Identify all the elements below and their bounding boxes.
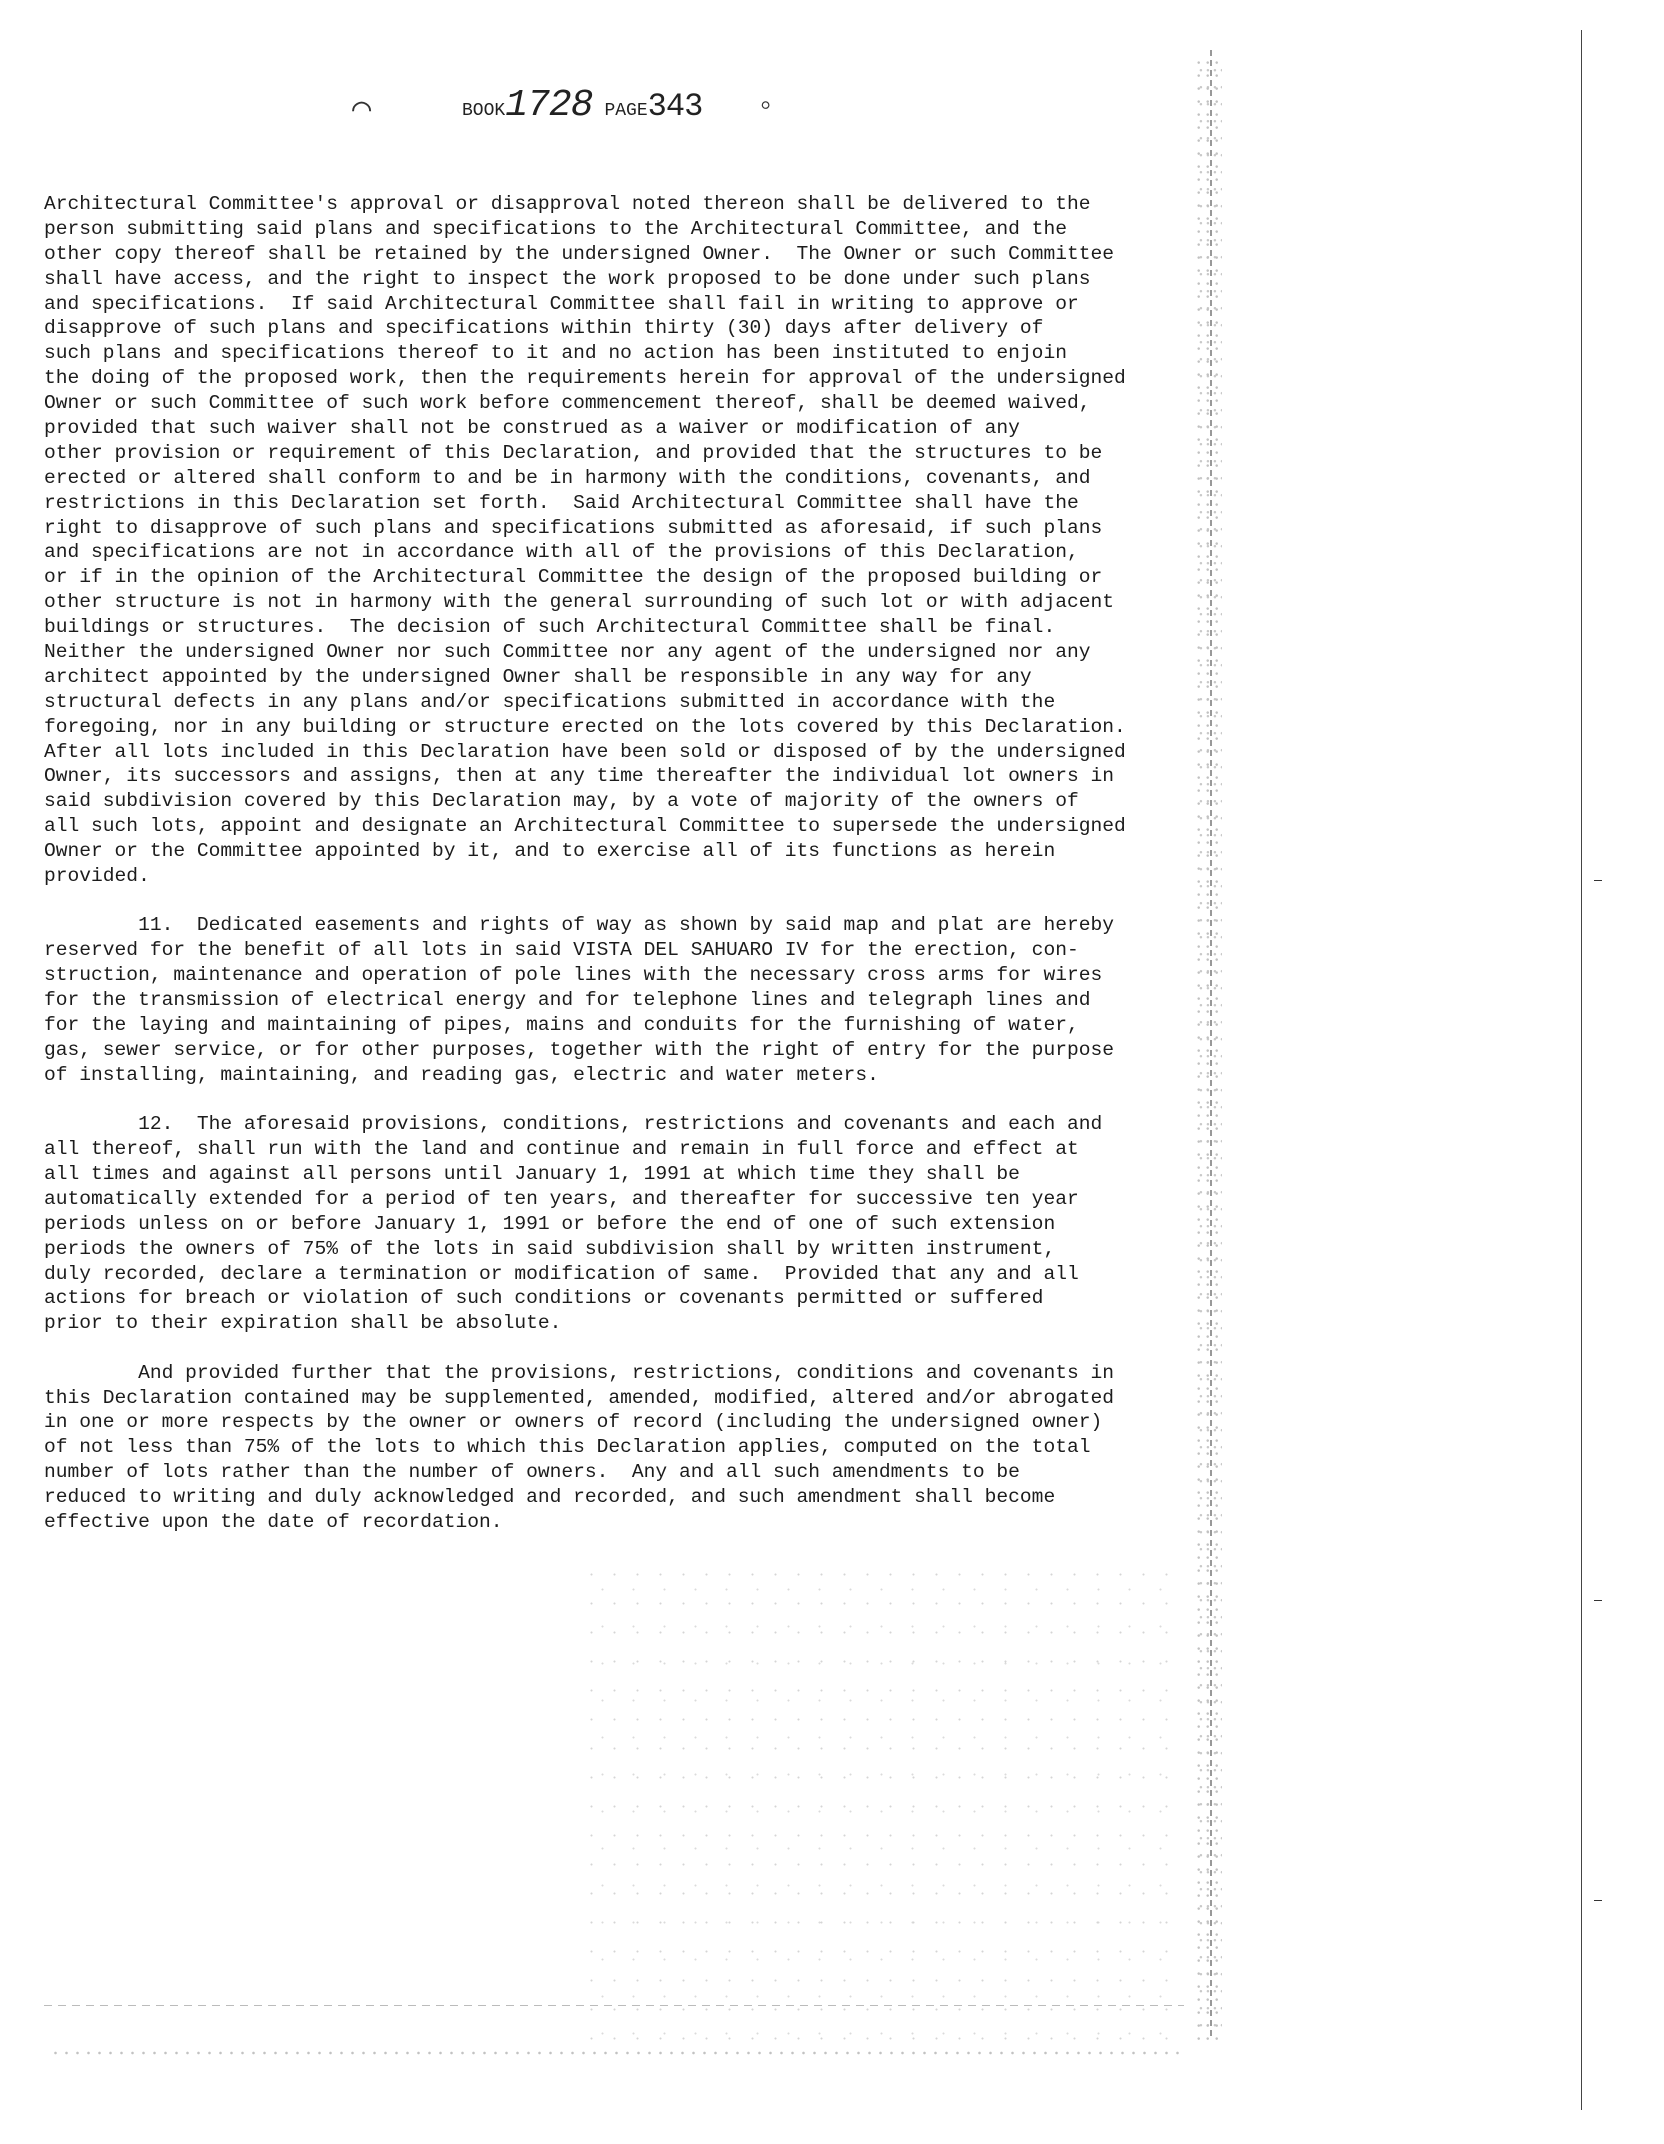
text-line: this Declaration contained may be supplemented, amended, modified, altered and/or abrogated (44, 1386, 1114, 1409)
bottom-scan-specks (50, 2048, 1180, 2058)
text-line: provided. (44, 865, 150, 888)
page-label: PAGE (604, 101, 648, 121)
text-line: 11. Dedicated easements and rights of way as shown by said map and plat are hereby (44, 914, 1114, 937)
text-line: effective upon the date of recordation. (44, 1511, 503, 1534)
right-bracket-mark: ◦ (756, 88, 776, 125)
text-line: periods unless on or before January 1, 1991 or before the end of one of such extension (44, 1212, 1056, 1235)
text-line: erected or altered shall conform to and be in harmony with the conditions, covenants, and (44, 466, 1091, 489)
text-line: the doing of the proposed work, then the requirements herein for approval of the undersigned (44, 367, 1126, 390)
text-line: periods the owners of 75% of the lots in said subdivision shall by written instrument, (44, 1237, 1056, 1260)
text-line: of not less than 75% of the lots to which this Declaration applies, computed on the total (44, 1436, 1091, 1459)
text-line: restrictions in this Declaration set forth. Said Architectural Committee shall have the (44, 491, 1079, 514)
text-line: automatically extended for a period of ten years, and thereafter for successive ten year (44, 1187, 1079, 1210)
text-line: Owner or the Committee appointed by it, and to exercise all of its functions as herein (44, 840, 1056, 863)
text-line: and specifications. If said Architectural Committee shall fail in writing to approve or (44, 292, 1079, 315)
text-line: And provided further that the provisions, restrictions, conditions and covenants in (44, 1361, 1114, 1384)
text-line: 12. The aforesaid provisions, conditions, restrictions and covenants and each and (44, 1113, 1103, 1136)
paragraph-amendments (44, 1361, 1182, 1535)
paragraph-architectural-committee (44, 192, 1182, 889)
margin-tick (1594, 1900, 1602, 1901)
text-line: all times and against all persons until January 1, 1991 at which time they shall be (44, 1162, 1020, 1185)
text-line: structural defects in any plans and/or specifications submitted in accordance with the (44, 690, 1056, 713)
paragraph-12-duration (44, 1112, 1182, 1336)
text-line: After all lots included in this Declaration have been sold or disposed of by the undersigned (44, 740, 1126, 763)
text-line: Architectural Committee's approval or disapproval noted thereon shall be delivered to the (44, 193, 1091, 215)
margin-tick (1594, 1600, 1602, 1601)
book-page-stamp (462, 84, 702, 127)
page-number: 343 (647, 88, 703, 125)
text-line: struction, maintenance and operation of pole lines with the necessary cross arms for wires (44, 964, 1103, 987)
margin-tick (1594, 880, 1602, 881)
text-line: foregoing, nor in any building or structure erected on the lots covered by this Declaration. (44, 715, 1126, 738)
binding-edge-line (1210, 50, 1212, 2040)
scan-speckle-field (580, 1560, 1180, 2040)
text-line: person submitting said plans and specifications to the Architectural Committee, and the (44, 217, 1067, 240)
text-line: right to disapprove of such plans and specifications submitted as aforesaid, if such plans (44, 516, 1103, 539)
text-line: in one or more respects by the owner or owners of record (including the undersigned owner) (44, 1411, 1103, 1434)
text-line: all such lots, appoint and designate an Architectural Committee to supersede the undersigned (44, 815, 1126, 838)
text-line: of installing, maintaining, and reading gas, electric and water meters. (44, 1063, 879, 1086)
paragraph-11-easements (44, 913, 1182, 1087)
text-line: such plans and specifications thereof to it and no action has been instituted to enjoin (44, 342, 1067, 365)
margin-scan-noise (1196, 60, 1222, 2040)
text-line: disapprove of such plans and specifications within thirty (30) days after delivery of (44, 317, 1044, 340)
text-line: or if in the opinion of the Architectural Committee the design of the proposed building or (44, 566, 1103, 589)
text-line: number of lots rather than the number of owners. Any and all such amendments to be (44, 1461, 1020, 1484)
text-line: shall have access, and the right to inspect the work proposed to be done under such plans (44, 267, 1091, 290)
text-line: and specifications are not in accordance with all of the provisions of this Declaration, (44, 541, 1079, 564)
book-label: BOOK (462, 101, 506, 121)
book-number: 1728 (505, 84, 593, 127)
text-line: Neither the undersigned Owner nor such Committee nor any agent of the undersigned nor any (44, 641, 1091, 664)
text-line: for the laying and maintaining of pipes, mains and conduits for the furnishing of water, (44, 1014, 1079, 1036)
text-line: for the transmission of electrical energy and for telephone lines and telegraph lines and (44, 989, 1091, 1012)
text-line: other copy thereof shall be retained by the undersigned Owner. The Owner or such Committee (44, 242, 1114, 265)
text-line: other structure is not in harmony with the general surrounding of such lot or with adjacent (44, 591, 1114, 614)
text-line: buildings or structures. The decision of such Architectural Committee shall be final. (44, 616, 1056, 639)
text-line: other provision or requirement of this Declaration, and provided that the structures to be (44, 441, 1103, 464)
text-line: Owner, its successors and assigns, then at any time thereafter the individual lot owners in (44, 765, 1114, 788)
text-line: duly recorded, declare a termination or modification of same. Provided that any and all (44, 1262, 1079, 1285)
text-line: gas, sewer service, or for other purposes, together with the right of entry for the purpose (44, 1038, 1114, 1061)
text-line: all thereof, shall run with the land and continue and remain in full force and effect at (44, 1138, 1079, 1161)
text-line: reduced to writing and duly acknowledged and recorded, and such amendment shall become (44, 1486, 1056, 1509)
text-line: provided that such waiver shall not be construed as a waiver or modification of any (44, 417, 1020, 440)
text-line: architect appointed by the undersigned Owner shall be responsible in any way for any (44, 665, 1032, 688)
declaration-body (44, 192, 1182, 1535)
text-line: said subdivision covered by this Declaration may, by a vote of majority of the owners of (44, 790, 1079, 813)
page-edge-line (1581, 30, 1582, 2110)
text-line: prior to their expiration shall be absolute. (44, 1312, 562, 1335)
left-bracket-mark: ⌒ (352, 91, 372, 128)
text-line: reserved for the benefit of all lots in said VISTA DEL SAHUARO IV for the erection, con- (44, 939, 1079, 962)
text-line: Owner or such Committee of such work before commencement thereof, shall be deemed waived, (44, 392, 1091, 415)
text-line: actions for breach or violation of such conditions or covenants permitted or suffered (44, 1287, 1044, 1310)
